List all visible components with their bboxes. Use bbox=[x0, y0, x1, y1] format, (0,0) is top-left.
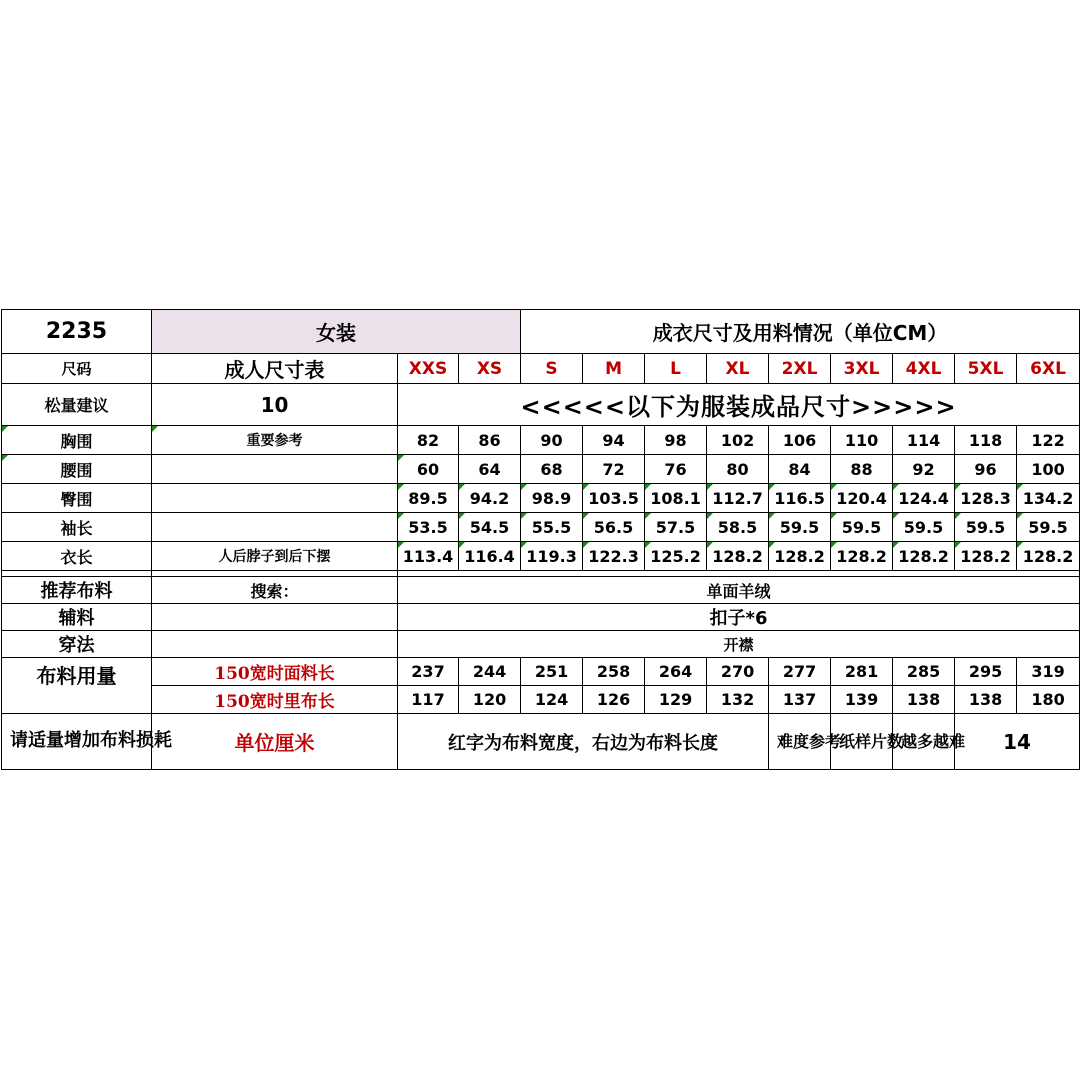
measurement-value: 94.2 bbox=[459, 484, 521, 513]
measurement-value: 59.5 bbox=[955, 513, 1017, 542]
size-header: S bbox=[521, 354, 583, 384]
measurement-value: 128.2 bbox=[893, 542, 955, 571]
measurement-value: 128.3 bbox=[955, 484, 1017, 513]
usage-value: 132 bbox=[707, 686, 769, 714]
measurement-value: 59.5 bbox=[769, 513, 831, 542]
pattern-pieces-label: 纸样片数 bbox=[831, 714, 893, 770]
measurement-value: 89.5 bbox=[398, 484, 459, 513]
measurement-value: 134.2 bbox=[1017, 484, 1080, 513]
usage-value: 139 bbox=[831, 686, 893, 714]
usage-value: 251 bbox=[521, 658, 583, 686]
measurement-value: 122 bbox=[1017, 426, 1080, 455]
measurement-value: 80 bbox=[707, 455, 769, 484]
measurement-value: 76 bbox=[645, 455, 707, 484]
measurement-value: 59.5 bbox=[893, 513, 955, 542]
usage-value: 120 bbox=[459, 686, 521, 714]
measurement-value: 88 bbox=[831, 455, 893, 484]
wear-value: 开襟 bbox=[398, 631, 1080, 658]
measurement-value: 108.1 bbox=[645, 484, 707, 513]
usage-label: 布料用量 bbox=[2, 658, 152, 714]
size-header: XXS bbox=[398, 354, 459, 384]
table-name: 成人尺寸表 bbox=[152, 354, 398, 384]
measurement-value: 125.2 bbox=[645, 542, 707, 571]
finished-size-banner: <<<<<以下为服装成品尺寸>>>>> bbox=[398, 384, 1080, 426]
ease-value: 10 bbox=[152, 384, 398, 426]
size-header: 6XL bbox=[1017, 354, 1080, 384]
usage-value: 258 bbox=[583, 658, 645, 686]
measurement-note bbox=[152, 513, 398, 542]
accessories-row bbox=[2, 604, 1080, 631]
accessories-value: 扣子*6 bbox=[398, 604, 1080, 631]
measurement-value: 98 bbox=[645, 426, 707, 455]
measurement-value: 90 bbox=[521, 426, 583, 455]
fabric-value: 单面羊绒 bbox=[398, 577, 1080, 604]
usage-value: 117 bbox=[398, 686, 459, 714]
usage-value: 237 bbox=[398, 658, 459, 686]
usage-value: 281 bbox=[831, 658, 893, 686]
measurement-row bbox=[2, 455, 1080, 484]
header-row bbox=[2, 310, 1080, 354]
accessories-label: 辅料 bbox=[2, 604, 152, 631]
fabric-search: 搜索： bbox=[152, 577, 398, 604]
usage-value: 295 bbox=[955, 658, 1017, 686]
measurement-value: 57.5 bbox=[645, 513, 707, 542]
measurement-value: 92 bbox=[893, 455, 955, 484]
size-chart-table bbox=[1, 309, 1080, 770]
measurement-value: 116.4 bbox=[459, 542, 521, 571]
measurement-note: 人后脖子到后下摆 bbox=[152, 542, 398, 571]
wear-empty bbox=[152, 631, 398, 658]
usage-row bbox=[2, 686, 1080, 714]
style-code: 2235 bbox=[2, 310, 152, 354]
size-header: L bbox=[645, 354, 707, 384]
measurement-row bbox=[2, 542, 1080, 571]
usage-value: 137 bbox=[769, 686, 831, 714]
loss-label: 请适量增加布料损耗 bbox=[2, 714, 152, 770]
unit-note: 单位厘米 bbox=[152, 714, 398, 770]
measurement-value: 98.9 bbox=[521, 484, 583, 513]
size-header: XS bbox=[459, 354, 521, 384]
explain-note: 红字为布料宽度，右边为布料长度 bbox=[398, 714, 769, 770]
measurement-label: 腰围 bbox=[2, 455, 152, 484]
sheet-title: 成衣尺寸及用料情况（单位CM） bbox=[521, 310, 1080, 354]
ease-row bbox=[2, 384, 1080, 426]
measurement-value: 128.2 bbox=[769, 542, 831, 571]
usage-value: 244 bbox=[459, 658, 521, 686]
measurement-value: 54.5 bbox=[459, 513, 521, 542]
ease-label: 松量建议 bbox=[2, 384, 152, 426]
measurement-value: 72 bbox=[583, 455, 645, 484]
measurement-label: 胸围 bbox=[2, 426, 152, 455]
measurement-value: 114 bbox=[893, 426, 955, 455]
measurement-value: 59.5 bbox=[831, 513, 893, 542]
size-header: M bbox=[583, 354, 645, 384]
usage-value: 270 bbox=[707, 658, 769, 686]
size-header: XL bbox=[707, 354, 769, 384]
measurement-value: 64 bbox=[459, 455, 521, 484]
usage-value: 129 bbox=[645, 686, 707, 714]
wear-label: 穿法 bbox=[2, 631, 152, 658]
wear-row bbox=[2, 631, 1080, 658]
measurement-row bbox=[2, 484, 1080, 513]
pattern-piece-count: 14 bbox=[955, 714, 1080, 770]
usage-value: 138 bbox=[893, 686, 955, 714]
usage-value: 138 bbox=[955, 686, 1017, 714]
measurement-value: 94 bbox=[583, 426, 645, 455]
measurement-value: 120.4 bbox=[831, 484, 893, 513]
accessories-empty bbox=[152, 604, 398, 631]
measurement-value: 119.3 bbox=[521, 542, 583, 571]
measurement-value: 128.2 bbox=[955, 542, 1017, 571]
measurement-label: 衣长 bbox=[2, 542, 152, 571]
measurement-note bbox=[152, 484, 398, 513]
usage-value: 277 bbox=[769, 658, 831, 686]
fabric-row bbox=[2, 577, 1080, 604]
measurement-value: 113.4 bbox=[398, 542, 459, 571]
measurement-value: 68 bbox=[521, 455, 583, 484]
measurement-value: 128.2 bbox=[707, 542, 769, 571]
measurement-value: 56.5 bbox=[583, 513, 645, 542]
usage-note: 150宽时里布长 bbox=[152, 686, 398, 714]
size-header: 5XL bbox=[955, 354, 1017, 384]
measurement-value: 128.2 bbox=[1017, 542, 1080, 571]
footer-row bbox=[2, 714, 1080, 770]
measurement-label: 臀围 bbox=[2, 484, 152, 513]
measurement-value: 128.2 bbox=[831, 542, 893, 571]
usage-value: 180 bbox=[1017, 686, 1080, 714]
measurement-value: 55.5 bbox=[521, 513, 583, 542]
usage-value: 319 bbox=[1017, 658, 1080, 686]
category-cell: 女装 bbox=[152, 310, 521, 354]
size-header: 3XL bbox=[831, 354, 893, 384]
harder-note: 越多越难 bbox=[893, 714, 955, 770]
size-label: 尺码 bbox=[2, 354, 152, 384]
usage-note: 150宽时面料长 bbox=[152, 658, 398, 686]
measurement-value: 84 bbox=[769, 455, 831, 484]
measurement-value: 96 bbox=[955, 455, 1017, 484]
usage-value: 285 bbox=[893, 658, 955, 686]
measurement-label: 袖长 bbox=[2, 513, 152, 542]
measurement-value: 58.5 bbox=[707, 513, 769, 542]
usage-value: 264 bbox=[645, 658, 707, 686]
measurement-value: 116.5 bbox=[769, 484, 831, 513]
measurement-value: 124.4 bbox=[893, 484, 955, 513]
measurement-value: 106 bbox=[769, 426, 831, 455]
measurement-value: 53.5 bbox=[398, 513, 459, 542]
size-row bbox=[2, 354, 1080, 384]
difficulty-label: 难度参考 bbox=[769, 714, 831, 770]
measurement-value: 86 bbox=[459, 426, 521, 455]
measurement-value: 122.3 bbox=[583, 542, 645, 571]
size-header: 2XL bbox=[769, 354, 831, 384]
measurement-value: 118 bbox=[955, 426, 1017, 455]
measurement-value: 82 bbox=[398, 426, 459, 455]
measurement-note bbox=[152, 455, 398, 484]
usage-value: 124 bbox=[521, 686, 583, 714]
measurement-value: 102 bbox=[707, 426, 769, 455]
fabric-label: 推荐布料 bbox=[2, 577, 152, 604]
usage-value: 126 bbox=[583, 686, 645, 714]
measurement-value: 100 bbox=[1017, 455, 1080, 484]
measurement-value: 59.5 bbox=[1017, 513, 1080, 542]
measurement-value: 60 bbox=[398, 455, 459, 484]
size-header: 4XL bbox=[893, 354, 955, 384]
measurement-value: 112.7 bbox=[707, 484, 769, 513]
measurement-value: 103.5 bbox=[583, 484, 645, 513]
measurement-row bbox=[2, 513, 1080, 542]
measurement-row bbox=[2, 426, 1080, 455]
usage-row bbox=[2, 658, 1080, 686]
measurement-value: 110 bbox=[831, 426, 893, 455]
measurement-note: 重要参考 bbox=[152, 426, 398, 455]
